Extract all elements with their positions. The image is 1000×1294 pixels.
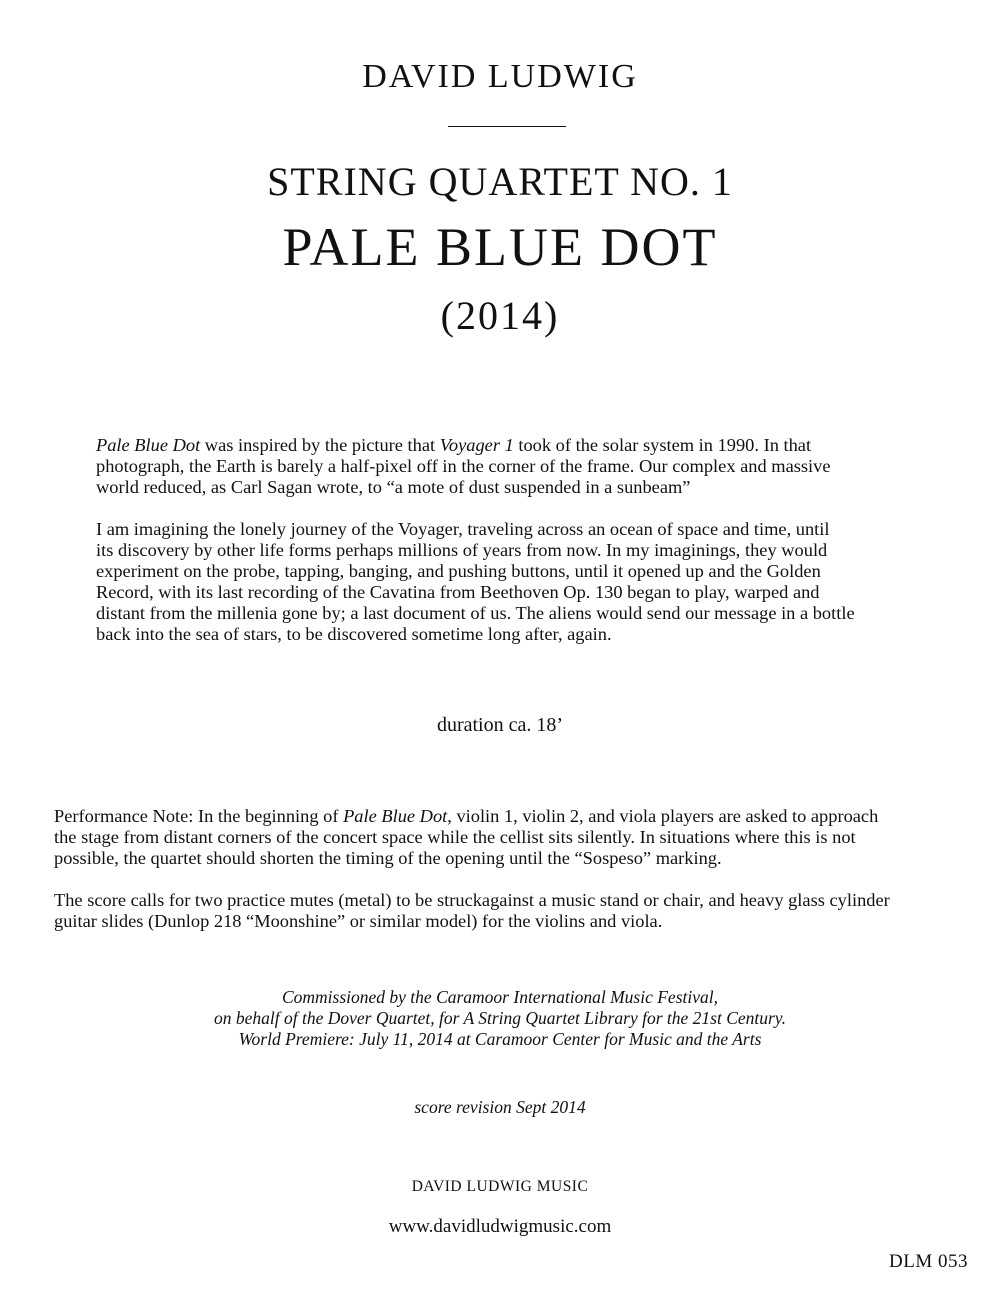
premiere-credit-line: World Premiere: July 11, 2014 at Caramoor Center for Music and the Arts (238, 1029, 762, 1049)
publisher-name: DAVID LUDWIG MUSIC (411, 1178, 589, 1195)
program-note-line (96, 435, 922, 456)
work-title: PALE BLUE DOT (282, 217, 718, 277)
work-title-inline: Pale Blue Dot (96, 435, 201, 455)
performance-note-paragraph-1 (54, 806, 976, 869)
catalog-number: DLM 053 (889, 1251, 968, 1272)
program-note-line: distant from the millenia gone by; a last document of us. The aliens would send our message in a bottle (96, 603, 855, 623)
program-note-line: world reduced, as Carl Sagan wrote, to “a mote of dust suspended in a sunbeam” (96, 477, 691, 497)
program-note-line: photograph, the Earth is barely a half-pixel off in the corner of the frame. Our complex and massive (96, 456, 831, 476)
work-year: (2014) (440, 293, 560, 338)
performance-note-line: The score calls for two practice mutes (metal) to be struckagainst a music stand or chair, and heavy glass cylinder (54, 890, 890, 910)
work-subtitle: STRING QUARTET NO. 1 (267, 159, 733, 204)
program-note-line: back into the sea of stars, to be discovered sometime long after, again. (96, 624, 612, 644)
performance-note-line: possible, the quartet should shorten the timing of the opening until the “Sospeso” marking. (54, 848, 722, 868)
text-run: , violin 1, violin 2, and viola players are asked to approach (447, 806, 879, 826)
performance-note-line: guitar slides (Dunlop 218 “Moonshine” or similar model) for the violins and viola. (54, 911, 663, 931)
performance-note-paragraph-2 (54, 890, 976, 932)
voyager-inline: Voyager 1 (439, 435, 514, 455)
program-note-line: experiment on the probe, tapping, banging, and pushing buttons, until it opened up and the Golden (96, 561, 821, 581)
score-revision: score revision Sept 2014 (414, 1097, 586, 1117)
publisher-website: www.davidludwigmusic.com (388, 1216, 612, 1237)
commission-credit-line: Commissioned by the Caramoor International Music Festival, (281, 987, 718, 1007)
composer-name: DAVID LUDWIG (362, 58, 638, 95)
text-run: Performance Note: In the beginning of (54, 806, 344, 826)
title-divider (448, 126, 566, 127)
duration: duration ca. 18’ (436, 714, 564, 736)
performance-note-line: the stage from distant corners of the concert space while the cellist sits silently. In situations where this is not (54, 827, 856, 847)
text-run: took of the solar system in 1990. In that (513, 435, 812, 455)
text-run: was inspired by the picture that (200, 435, 440, 455)
program-note-line: its discovery by other life forms perhaps millions of years from now. In my imaginings, they would (96, 540, 828, 560)
commission-credit-line: on behalf of the Dover Quartet, for A String Quartet Library for the 21st Century. (214, 1008, 786, 1028)
work-title-inline: Pale Blue Dot (343, 806, 448, 826)
program-note-paragraph-1 (96, 435, 922, 498)
program-note-paragraph-2 (96, 519, 922, 645)
performance-note-line (54, 806, 976, 827)
program-note-line: I am imagining the lonely journey of the Voyager, traveling across an ocean of space and time, until (96, 519, 830, 539)
program-note-line: Record, with its last recording of the Cavatina from Beethoven Op. 130 began to play, warped and (96, 582, 820, 602)
